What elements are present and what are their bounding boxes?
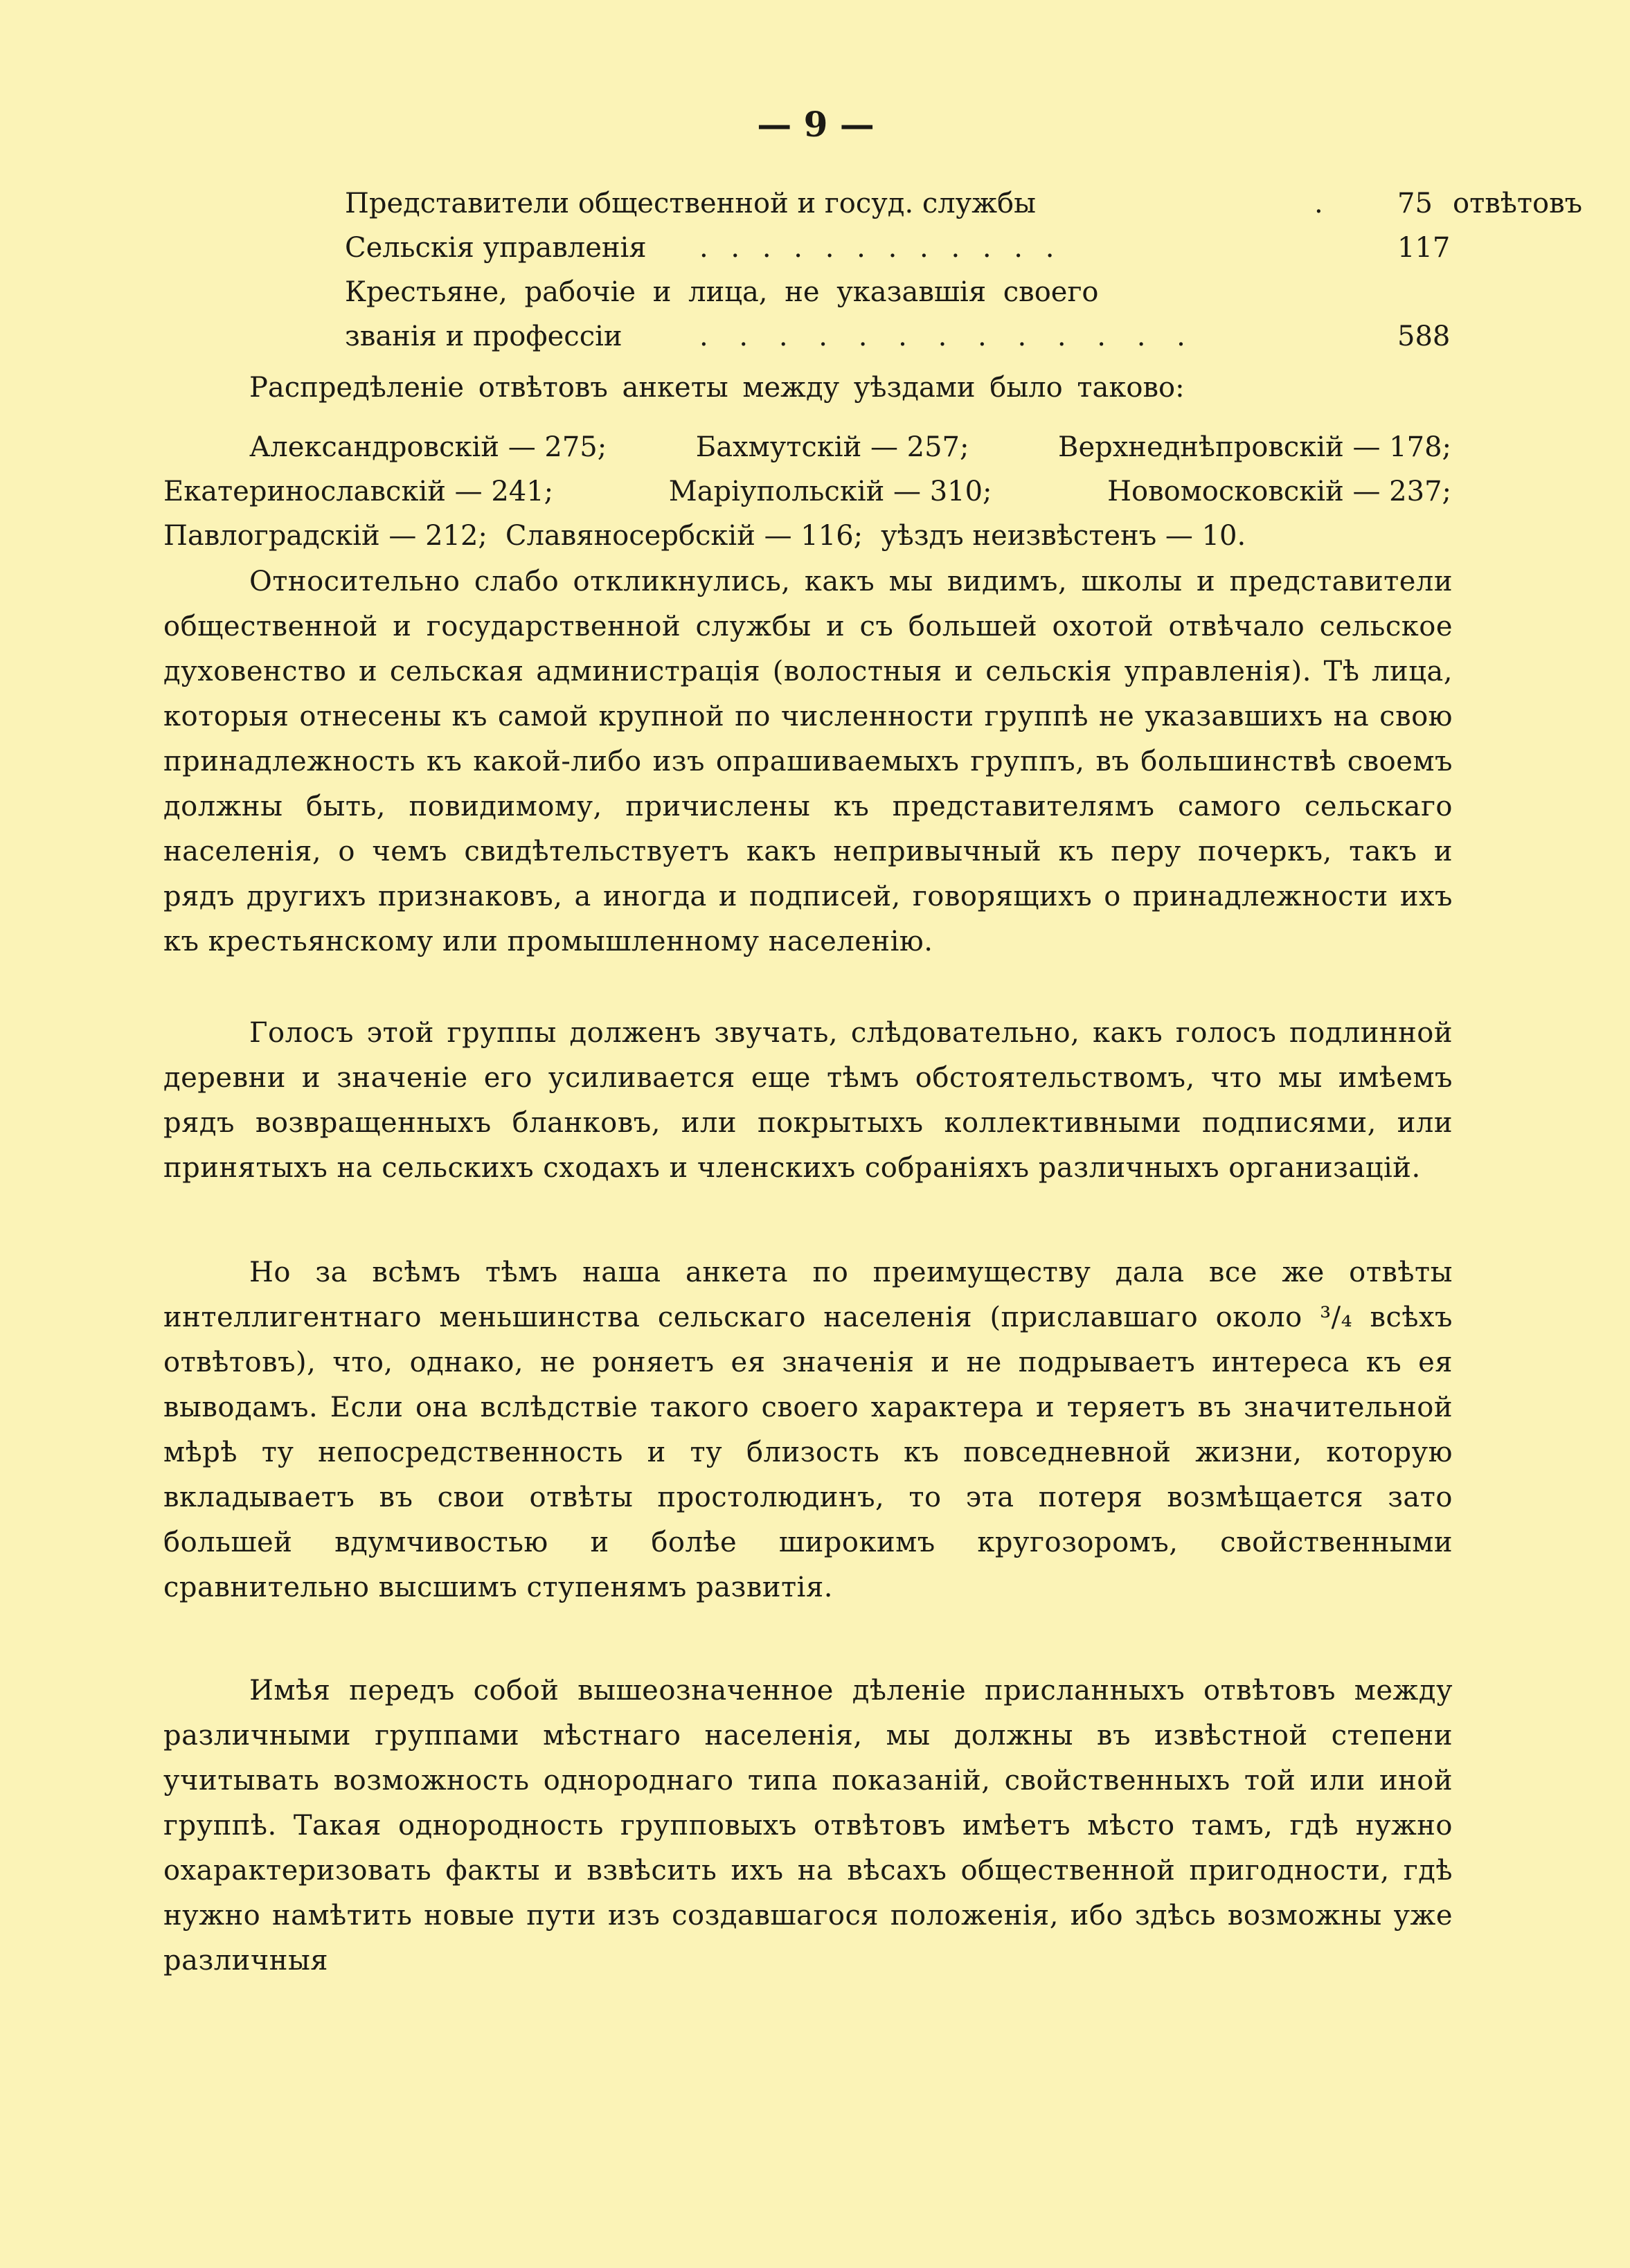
row-dots: . . . . . . . . . . . .: [699, 232, 1062, 264]
table-row: [345, 181, 1583, 226]
paragraph-4: Имѣя передъ собой вышеозначенное дѣленіе присланныхъ отвѣтовъ между различными группами мѣстнаго населенія, мы должны въ извѣстной степени учитывать возможность однороднаго типа показаній, свойственныхъ той или иной группѣ. Такая однородность групповыхъ отвѣтовъ имѣетъ мѣсто тамъ, гдѣ нужно охарактеризовать факты и взвѣсить ихъ на вѣсахъ общественной пригодности, гдѣ нужно намѣтить новые пути изъ создавшагося положенія, ибо здѣсь возможны уже различныя: [163, 1675, 1453, 1977]
row-value: 75: [1397, 188, 1433, 219]
row-label: Представители общественной и госуд. службы: [345, 188, 1036, 219]
district-entry: Бахмутскій — 257;: [695, 431, 969, 463]
row-unit: отвѣтовъ: [1453, 188, 1583, 219]
respondents-table: [345, 181, 1583, 359]
district-list: [163, 425, 1451, 558]
row-dots: . . . . . . . . . . . . .: [699, 321, 1197, 352]
district-line: [163, 425, 1451, 469]
district-entry: Верхнеднѣпровскій — 178;: [1058, 431, 1451, 463]
district-entry: Павлоградскій — 212;: [163, 520, 487, 552]
row-value: 117: [1397, 232, 1451, 264]
district-entry: Александровскій — 275;: [249, 431, 607, 463]
row-label: Крестьяне, рабочіе и лица, не указавшія своего: [345, 276, 1099, 308]
district-line: [163, 469, 1451, 514]
district-entry: Екатеринославскій — 241;: [163, 476, 554, 507]
district-entry: Новомосковскій — 237;: [1107, 476, 1451, 507]
page-number: — 9 —: [757, 104, 875, 145]
table-row: [345, 270, 1468, 314]
paragraph-3: Но за всѣмъ тѣмъ наша анкета по преимуществу дала все же отвѣты интеллигентнаго меньшинства сельскаго населенія (приславшаго около ³/₄ всѣхъ отвѣтовъ), что, однако, не роняетъ ея значенія и не подрываетъ интереса къ ея выводамъ. Если она вслѣдствіе такого своего характера и теряетъ въ значительной мѣрѣ ту непосредственность и ту близость къ повседневной жизни, которую вкладываетъ въ свои отвѣты простолюдинъ, то эта потеря возмѣщается зато большей вдумчивостью и болѣе широкимъ кругозоромъ, свойственными сравнительно высшимъ ступенямъ развитія.: [163, 1257, 1453, 1603]
table-row: [345, 226, 1468, 270]
table-row: [345, 314, 1468, 359]
row-label: званія и профессіи: [345, 321, 623, 352]
district-line: [163, 514, 1451, 558]
district-entry: уѣздъ неизвѣстенъ — 10.: [881, 520, 1246, 552]
paragraph-1: Относительно слабо откликнулись, какъ мы видимъ, школы и представители общественной и государственной службы и съ большей охотой отвѣчало сельское духовенство и сельская администрація (волостныя и сельскія управленія). Тѣ лица, которыя отнесены къ самой крупной по численности группѣ не указавшихъ на свою принадлежность къ какой-либо изъ опрашиваемыхъ группъ, въ большинствѣ своемъ должны быть, повидимому, причислены къ представителямъ самого сельскаго населенія, о чемъ свидѣтельствуетъ какъ непривычный къ перу почеркъ, такъ и рядъ другихъ признаковъ, а иногда и подписей, говорящихъ о принадлежности ихъ къ крестьянскому или промышленному населенію.: [163, 566, 1453, 957]
row-label: Сельскія управленія: [345, 232, 647, 264]
row-dots: .: [1314, 188, 1341, 219]
paragraph-2: Голосъ этой группы долженъ звучать, слѣдовательно, какъ голосъ подлинной деревни и значеніе его усиливается еще тѣмъ обстоятельствомъ, что мы имѣемъ рядъ возвращенныхъ бланковъ, или покрытыхъ коллективными подписями, или принятыхъ на сельскихъ сходахъ и членскихъ собраніяхъ различныхъ организацій.: [163, 1017, 1453, 1184]
district-entry: Славяносербскій — 116;: [505, 520, 863, 552]
district-intro: Распредѣленіе отвѣтовъ анкеты между уѣздами было таково:: [249, 372, 1185, 404]
row-value: 588: [1397, 321, 1451, 352]
district-entry: Маріупольскій — 310;: [668, 476, 992, 507]
